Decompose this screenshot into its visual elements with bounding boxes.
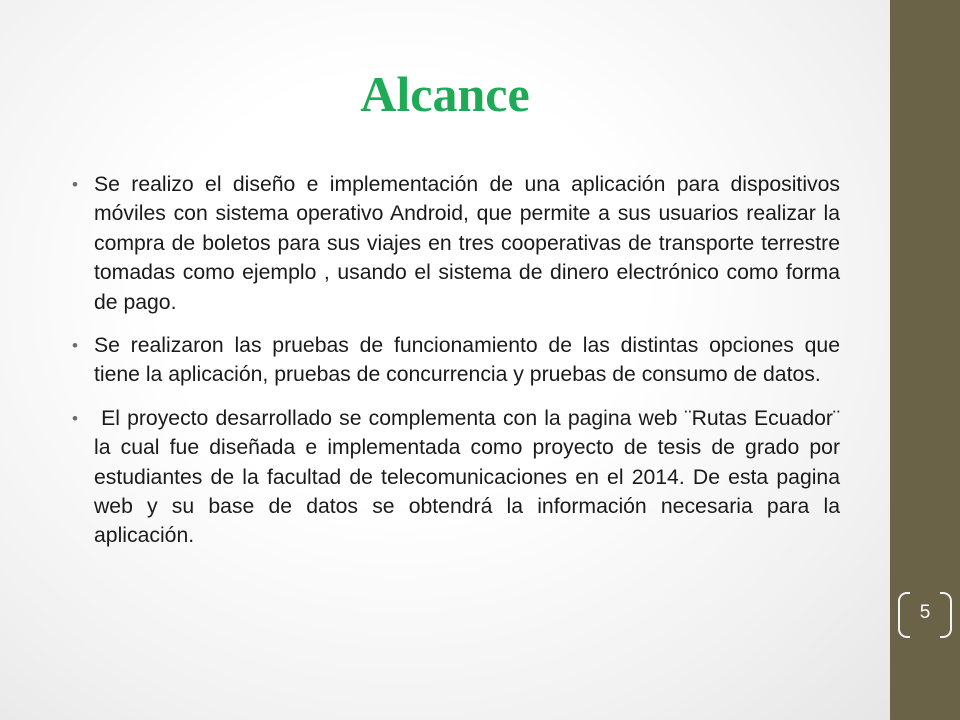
page-number-badge [898, 592, 952, 636]
right-bracket-icon [940, 592, 952, 638]
bullet-item [72, 170, 840, 317]
bullet-marker: • [72, 336, 78, 356]
slide-title: Alcance [360, 66, 530, 122]
bullet-text: Se realizaron las pruebas de funcionamiento de las distintas opciones que tiene la aplicación, pruebas de concurrencia y pruebas de consumo de datos. [94, 334, 840, 387]
bullet-marker: • [72, 408, 78, 428]
bullet-item [72, 331, 840, 390]
page-number: 5 [919, 602, 931, 623]
bullet-text: Se realizo el diseño e implementación de una aplicación para dispositivos móviles con sistema operativo Android, que permite a sus usuarios realizar la compra de boletos para sus viajes en tres cooperativas de transporte terrestre tomadas como ejemplo , usando el sistema de dinero electrónico como forma de pago. [94, 173, 840, 314]
bullet-item [72, 404, 846, 551]
bullet-text: El proyecto desarrollado se complementa con la pagina web ¨Rutas Ecuador¨ la cual fue diseñada e implementada como proyecto de tesis de grado por estudiantes de la facultad de telecomunicaciones en el 2014. De esta pagina web y su base de datos se obtendrá la información necesaria para la aplicación. [94, 406, 846, 548]
bullet-marker: • [72, 175, 78, 194]
bullet-list [72, 170, 846, 565]
